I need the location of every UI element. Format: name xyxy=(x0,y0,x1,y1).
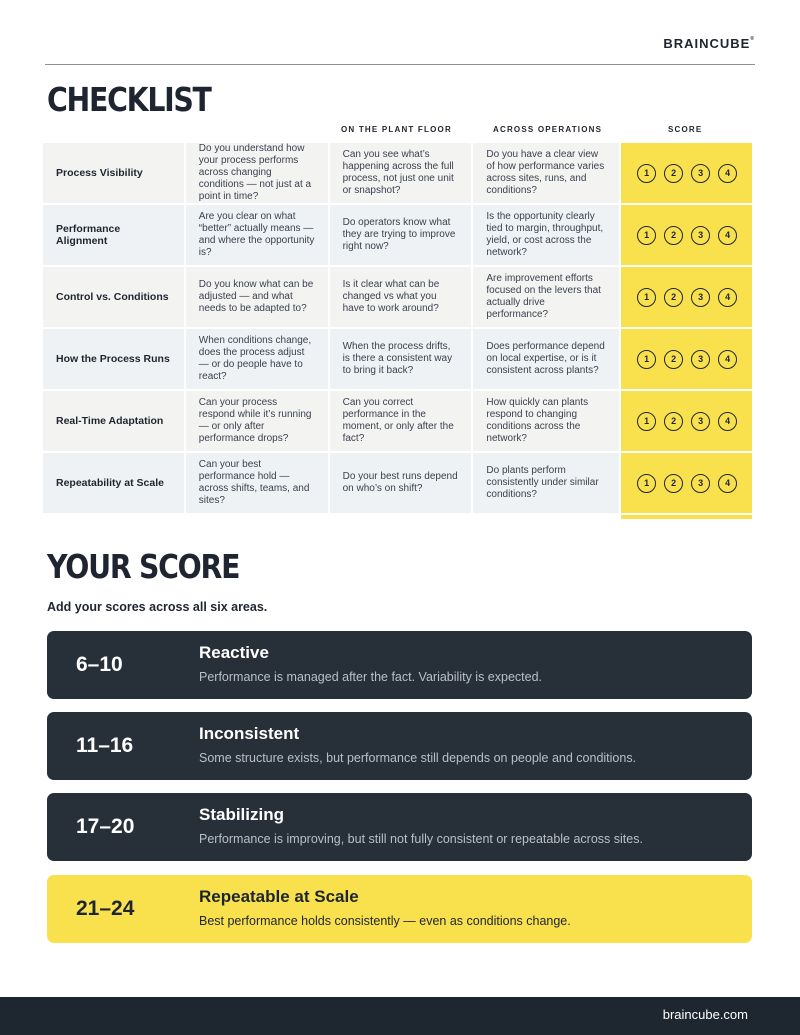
score-option-3[interactable]: 3 xyxy=(691,412,710,431)
row-label: Control vs. Conditions xyxy=(43,267,184,329)
question-process: When conditions change, does the process adjust — or do people have to react? xyxy=(186,329,328,391)
score-option-3[interactable]: 3 xyxy=(691,226,710,245)
row-label: Performance Alignment xyxy=(43,205,184,267)
score-option-4[interactable]: 4 xyxy=(718,474,737,493)
score-option-4[interactable]: 4 xyxy=(718,350,737,369)
header-divider xyxy=(45,64,755,65)
score-range: 11–16 xyxy=(76,734,134,757)
score-option-1[interactable]: 1 xyxy=(637,412,656,431)
score-option-2[interactable]: 2 xyxy=(664,164,683,183)
question-plant-floor: Is it clear what can be changed vs what you have to work around? xyxy=(330,267,472,329)
score-options xyxy=(621,267,752,329)
score-range: 17–20 xyxy=(76,815,135,838)
score-option-1[interactable]: 1 xyxy=(637,288,656,307)
question-operations: Are improvement efforts focused on the levers that actually drive performance? xyxy=(473,267,619,329)
score-options xyxy=(621,205,752,267)
checklist-table xyxy=(43,143,752,515)
score-option-2[interactable]: 2 xyxy=(664,288,683,307)
column-header-operations: ACROSS OPERATIONS xyxy=(493,125,603,134)
your-score-heading: YOUR SCORE xyxy=(47,547,240,586)
question-process: Can your best performance hold — across shifts, teams, and sites? xyxy=(186,453,328,515)
question-plant-floor: Do operators know what they are trying to improve right now? xyxy=(330,205,472,267)
question-operations: Does performance depend on local expertise, or is it consistent across plants? xyxy=(473,329,619,391)
question-plant-floor: When the process drifts, is there a consistent way to bring it back? xyxy=(330,329,472,391)
table-row xyxy=(43,205,752,267)
row-label: Real-Time Adaptation xyxy=(43,391,184,453)
table-row xyxy=(43,453,752,515)
table-row xyxy=(43,143,752,205)
score-band-stabilizing xyxy=(47,793,752,861)
score-band-description: Best performance holds consistently — even as conditions change. xyxy=(199,914,571,928)
score-band-reactive xyxy=(47,631,752,699)
table-row xyxy=(43,391,752,453)
score-option-3[interactable]: 3 xyxy=(691,288,710,307)
question-operations: Is the opportunity clearly tied to margin, throughput, yield, or cost across the network? xyxy=(473,205,619,267)
brand-name: BRAINCUBE xyxy=(663,36,751,51)
question-operations: How quickly can plants respond to changing conditions across the network? xyxy=(473,391,619,453)
your-score-subtitle: Add your scores across all six areas. xyxy=(47,600,268,614)
question-operations: Do you have a clear view of how performance varies across sites, runs, and conditions? xyxy=(473,143,619,205)
question-plant-floor: Do your best runs depend on who’s on shift? xyxy=(330,453,472,515)
score-option-2[interactable]: 2 xyxy=(664,412,683,431)
score-options xyxy=(621,329,752,391)
table-row xyxy=(43,329,752,391)
score-band-description: Some structure exists, but performance still depends on people and conditions. xyxy=(199,751,637,765)
checklist-heading: CHECKLIST xyxy=(47,80,211,119)
score-range: 6–10 xyxy=(76,653,123,676)
score-option-2[interactable]: 2 xyxy=(664,350,683,369)
score-option-1[interactable]: 1 xyxy=(637,350,656,369)
score-band-title: Repeatable at Scale xyxy=(199,887,359,906)
score-option-1[interactable]: 1 xyxy=(637,164,656,183)
table-row xyxy=(43,267,752,329)
brand-logo xyxy=(663,36,755,51)
score-band-description: Performance is improving, but still not fully consistent or repeatable across sites. xyxy=(199,832,643,846)
score-band-repeatable xyxy=(47,875,752,943)
question-plant-floor: Can you see what’s happening across the full process, not just one unit or snapshot? xyxy=(330,143,472,205)
score-band-title: Inconsistent xyxy=(199,724,300,743)
score-option-3[interactable]: 3 xyxy=(691,164,710,183)
footer-bar xyxy=(0,997,800,1035)
column-header-score: SCORE xyxy=(668,125,703,134)
score-option-4[interactable]: 4 xyxy=(718,412,737,431)
score-options xyxy=(621,143,752,205)
row-label: Process Visibility xyxy=(43,143,184,205)
score-options xyxy=(621,391,752,453)
score-option-3[interactable]: 3 xyxy=(691,474,710,493)
question-process: Are you clear on what “better” actually means — and where the opportunity is? xyxy=(186,205,328,267)
score-band-description: Performance is managed after the fact. Variability is expected. xyxy=(199,670,542,684)
question-process: Do you know what can be adjusted — and what needs to be adapted to? xyxy=(186,267,328,329)
score-option-2[interactable]: 2 xyxy=(664,474,683,493)
score-range: 21–24 xyxy=(76,897,135,920)
score-options xyxy=(621,453,752,515)
footer-url-link[interactable]: braincube.com xyxy=(662,1007,748,1022)
question-process: Do you understand how your process performs across changing conditions — not just at a point in time? xyxy=(186,143,328,205)
score-option-2[interactable]: 2 xyxy=(664,226,683,245)
score-band-inconsistent xyxy=(47,712,752,780)
score-band-title: Stabilizing xyxy=(199,805,284,824)
question-plant-floor: Can you correct performance in the moment, or only after the fact? xyxy=(330,391,472,453)
row-label: Repeatability at Scale xyxy=(43,453,184,515)
column-header-floor: ON THE PLANT FLOOR xyxy=(341,125,452,134)
score-option-4[interactable]: 4 xyxy=(718,164,737,183)
score-option-4[interactable]: 4 xyxy=(718,288,737,307)
score-option-3[interactable]: 3 xyxy=(691,350,710,369)
brand-mark: ® xyxy=(750,36,755,42)
score-option-1[interactable]: 1 xyxy=(637,226,656,245)
question-operations: Do plants perform consistently under similar conditions? xyxy=(473,453,619,515)
question-process: Can your process respond while it’s running — or only after performance drops? xyxy=(186,391,328,453)
score-option-4[interactable]: 4 xyxy=(718,226,737,245)
row-label: How the Process Runs xyxy=(43,329,184,391)
score-band-title: Reactive xyxy=(199,643,269,662)
score-option-1[interactable]: 1 xyxy=(637,474,656,493)
